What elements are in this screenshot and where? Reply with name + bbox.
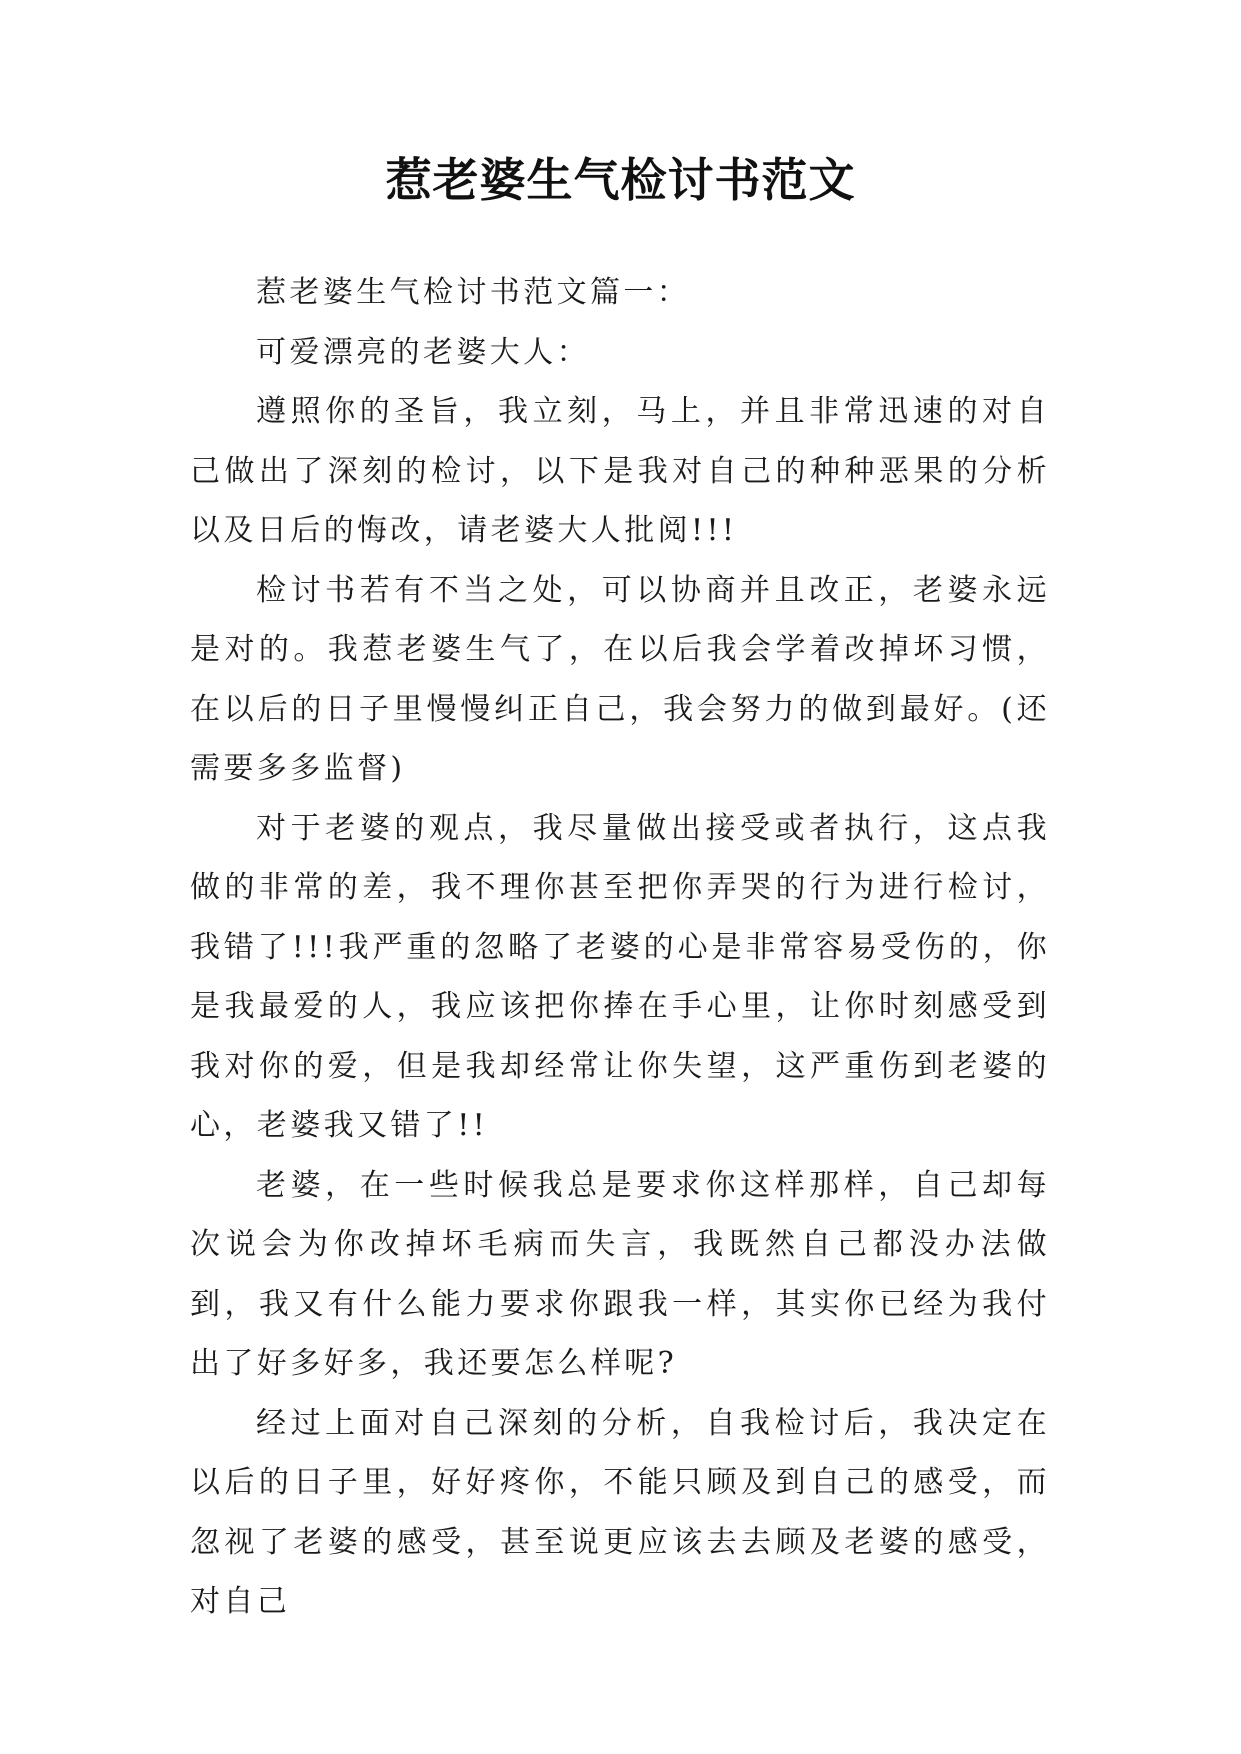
paragraph: 遵照你的圣旨，我立刻，马上，并且非常迅速的对自己做出了深刻的检讨，以下是我对自己的种种恶果的分析以及日后的悔改，请老婆大人批阅!!!	[190, 394, 1050, 548]
paragraph-salutation: 可爱漂亮的老婆大人：	[256, 334, 590, 370]
paragraph-heading: 惹老婆生气检讨书范文篇一：	[256, 275, 691, 310]
paragraph: 经过上面对自己深刻的分析，自我检讨后，我决定在以后的日子里，好好疼你，不能只顾及到自己的感受，而忽视了老婆的感受，甚至说更应该去去顾及老婆的感受，对自己	[190, 1405, 1050, 1619]
document-body	[190, 263, 1050, 1632]
paragraph: 检讨书若有不当之处，可以协商并且改正，老婆永远是对的。我惹老婆生气了，在以后我会学着改掉坏习惯，在以后的日子里慢慢纠正自己，我会努力的做到最好。(还需要多多监督)	[190, 572, 1050, 786]
document-title: 惹老婆生气检讨书范文	[385, 153, 856, 207]
paragraph: 对于老婆的观点，我尽量做出接受或者执行，这点我做的非常的差，我不理你甚至把你弄哭的行为进行检讨，我错了!!!我严重的忽略了老婆的心是非常容易受伤的，你是我最爱的人，我应该把你捧在手心里，让你时刻感受到我对你的爱，但是我却经常让你失望，这严重伤到老婆的心，老婆我又错了!!	[190, 810, 1050, 1143]
paragraph: 老婆，在一些时候我总是要求你这样那样，自己却每次说会为你改掉坏毛病而失言，我既然自己都没办法做到，我又有什么能力要求你跟我一样，其实你已经为我付出了好多好多，我还要怎么样呢?	[190, 1167, 1050, 1381]
